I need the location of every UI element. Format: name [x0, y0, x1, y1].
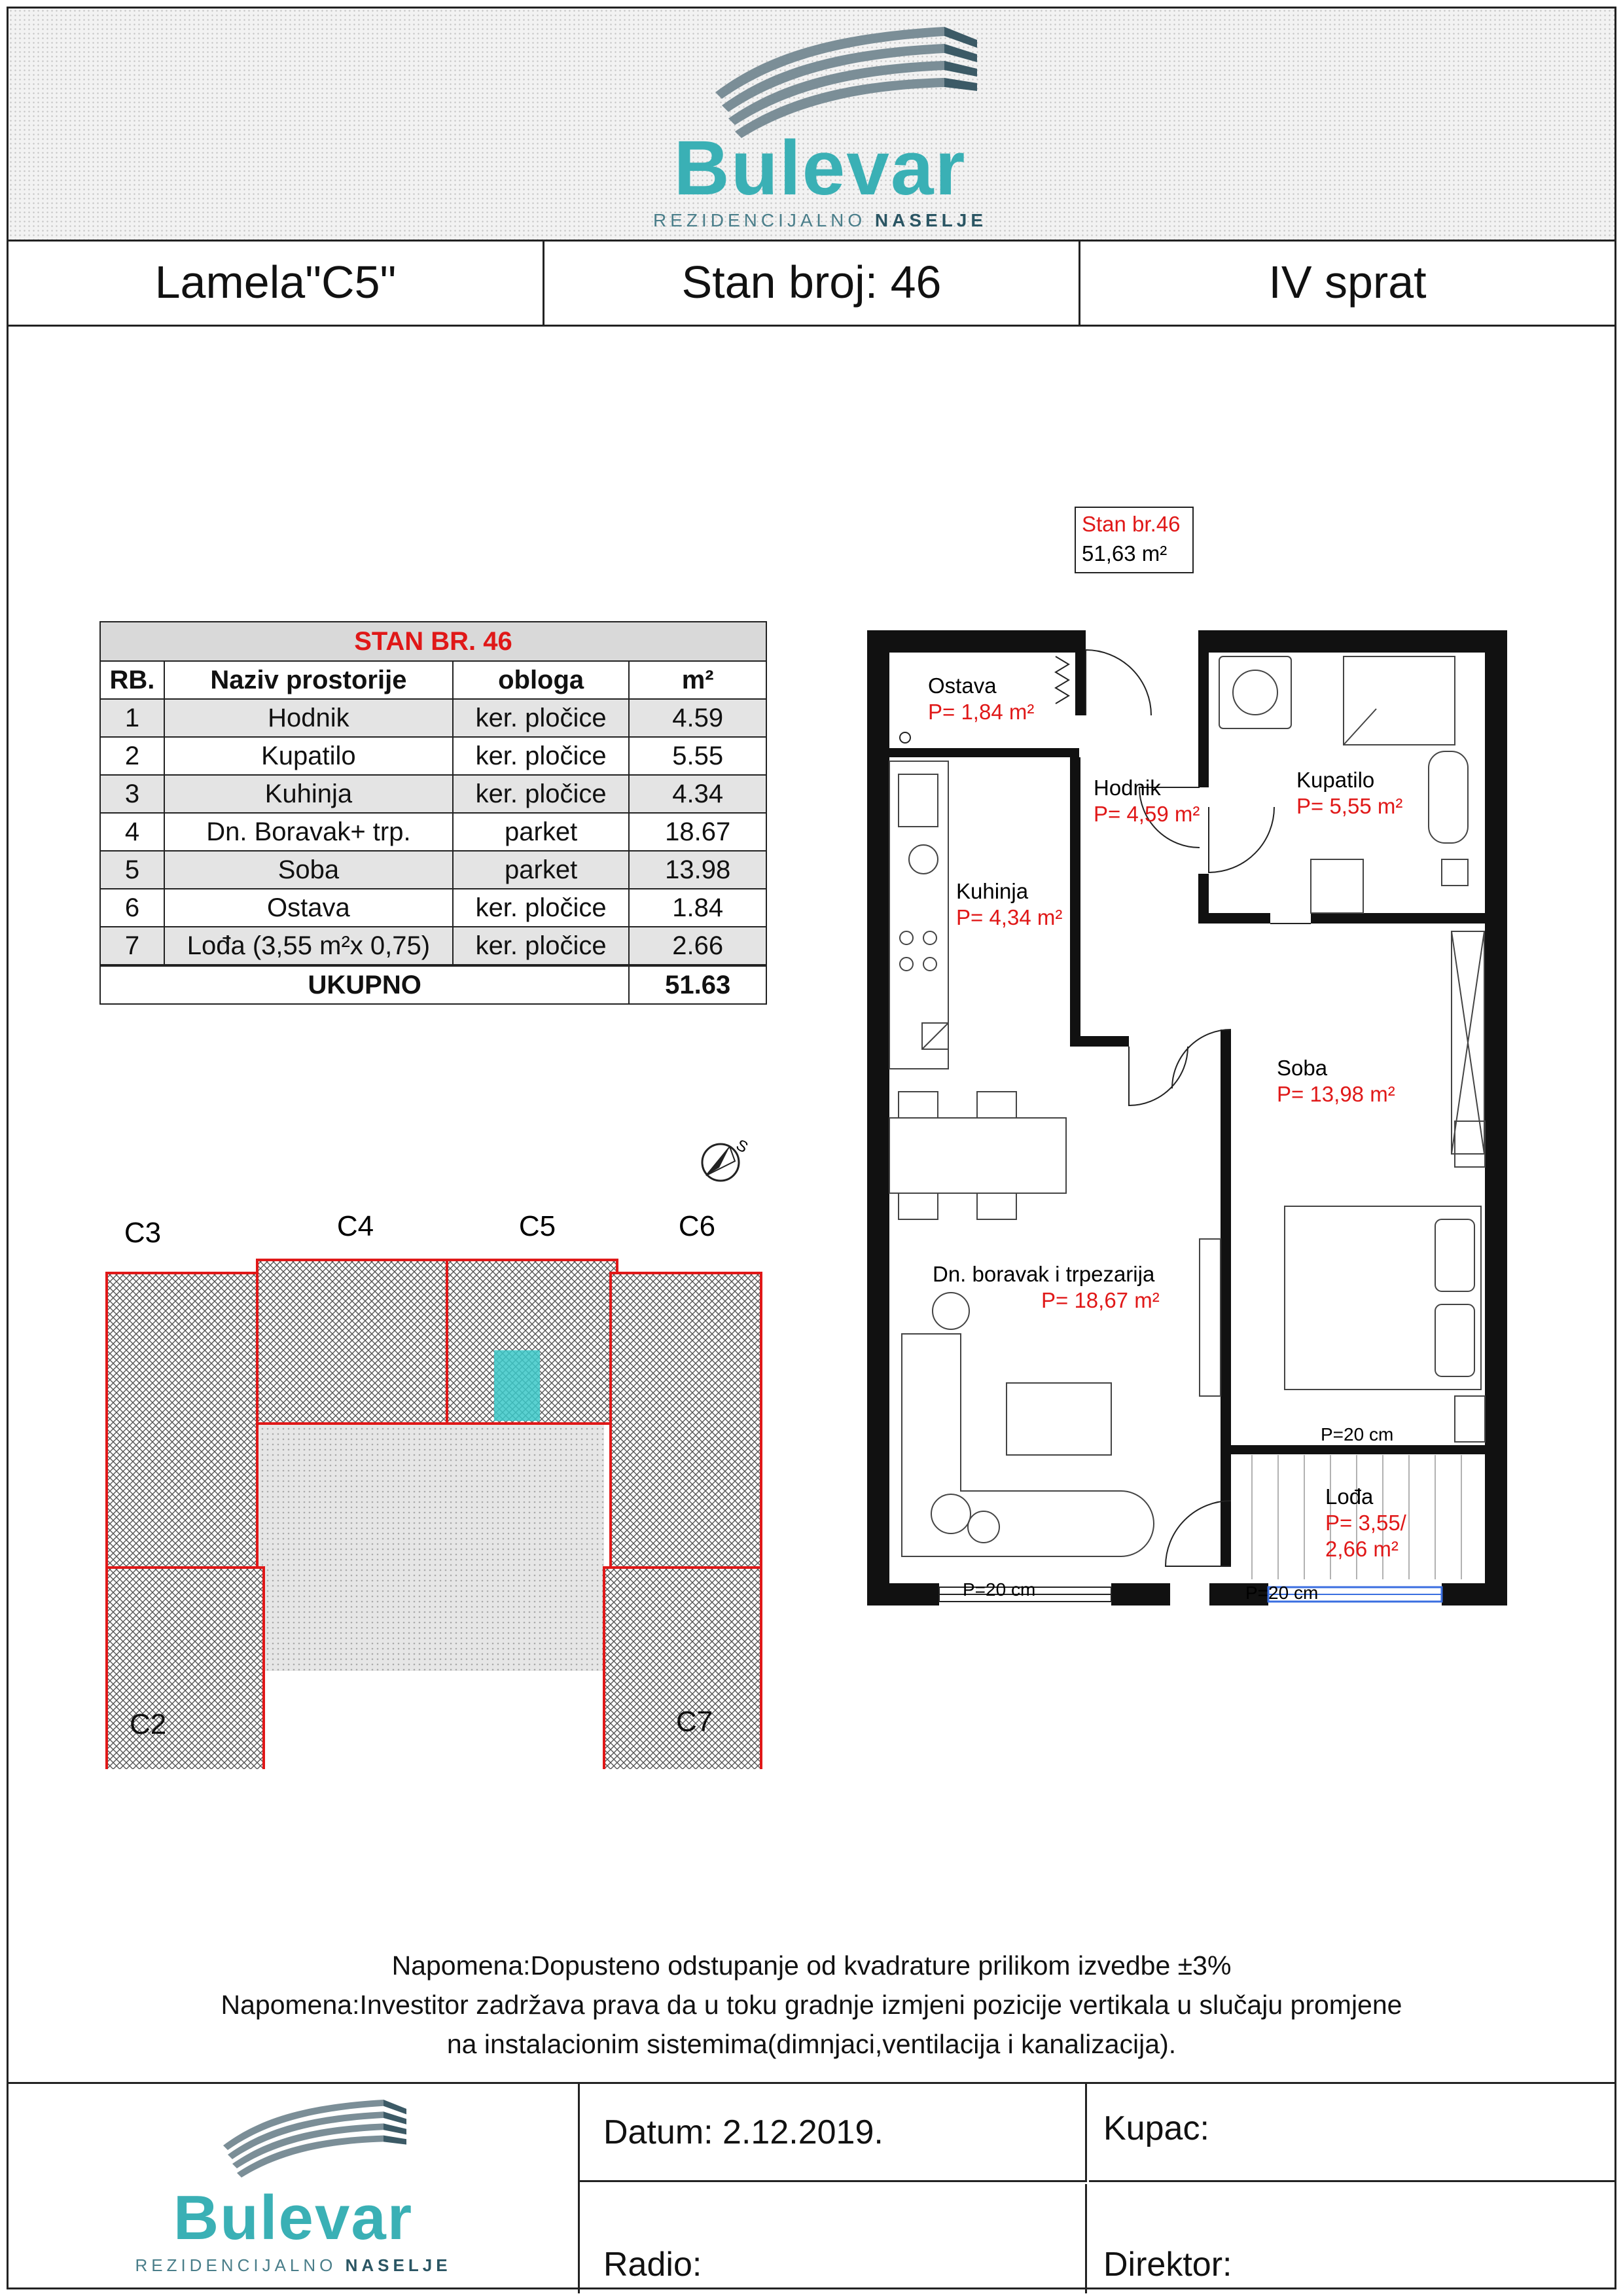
- room-name-ostava: Ostava: [928, 673, 997, 698]
- table-cell: 4.34: [629, 775, 766, 813]
- key-plan: [9, 1102, 768, 1769]
- room-name-kupatilo: Kupatilo: [1296, 768, 1375, 792]
- room-name-loda: Lođa: [1325, 1484, 1374, 1509]
- compass-icon: [702, 1136, 751, 1181]
- table-cell: Ostava: [164, 889, 453, 927]
- table-total-row: [100, 965, 766, 1004]
- table-cell: 1: [100, 699, 164, 737]
- room-table: [99, 621, 767, 1005]
- table-cell: ker. pločice: [453, 699, 629, 737]
- total-label: UKUPNO: [100, 965, 629, 1004]
- note-line: Napomena:Investitor zadržava prava da u toku gradnje izmjeni pozicije vertikala u slučaju promjene: [221, 1990, 1402, 2020]
- table-caption: STAN BR. 46: [100, 622, 766, 661]
- footer: [9, 2082, 1614, 2293]
- table-cell: 4.59: [629, 699, 766, 737]
- table-row: [100, 851, 766, 889]
- table-row: [100, 737, 766, 775]
- table-cell: 18.67: [629, 813, 766, 851]
- note-line: Napomena:Dopusteno odstupanje od kvadrature prilikom izvedbe ±3%: [391, 1950, 1232, 1981]
- table-cell: 13.98: [629, 851, 766, 889]
- table-cell: 7: [100, 927, 164, 965]
- table-cell: Kuhinja: [164, 775, 453, 813]
- table-cell: 6: [100, 889, 164, 927]
- date-field: Datum: 2.12.2019.: [580, 2084, 1087, 2182]
- room-area-hodnik: P= 4,59 m²: [1094, 802, 1200, 826]
- room-area-loda-2: 2,66 m²: [1325, 1537, 1399, 1561]
- header-band: [9, 9, 1614, 242]
- table-row: [100, 927, 766, 965]
- table-cell: 3: [100, 775, 164, 813]
- apartment-area: 51,63 m²: [1082, 541, 1168, 565]
- table-header: RB.: [100, 661, 164, 699]
- table-header: m²: [629, 661, 766, 699]
- parapet-loda: P=20 cm: [1245, 1583, 1319, 1603]
- director-field: Direktor:: [1103, 2246, 1232, 2284]
- highlighted-apartment: [494, 1350, 540, 1421]
- room-name-soba: Soba: [1277, 1056, 1328, 1080]
- keyplan-label-c5: C5: [518, 1210, 556, 1242]
- room-area-ostava: P= 1,84 m²: [928, 700, 1035, 724]
- table-cell: parket: [453, 851, 629, 889]
- compass-letter: S: [733, 1136, 751, 1157]
- table-cell: parket: [453, 813, 629, 851]
- room-area-boravak: P= 18,67 m²: [1041, 1288, 1160, 1312]
- room-area-kupatilo: P= 5,55 m²: [1296, 794, 1403, 818]
- keyplan-label-c4: C4: [336, 1210, 374, 1242]
- parapet-boravak: P=20 cm: [963, 1579, 1036, 1600]
- footer-brand-subtitle-bold: NASELJE: [345, 2255, 452, 2275]
- footer-brand-name: Bulevar: [173, 2183, 414, 2253]
- prepared-by-field: Radio:: [580, 2184, 1087, 2293]
- table-cell: ker. pločice: [453, 889, 629, 927]
- table-row: [100, 699, 766, 737]
- keyplan-label-c2: C2: [130, 1708, 167, 1740]
- lamela-title: Lamela"C5": [154, 257, 397, 308]
- table-cell: ker. pločice: [453, 737, 629, 775]
- table-cell: ker. pločice: [453, 927, 629, 965]
- table-cell: Hodnik: [164, 699, 453, 737]
- table-header: obloga: [453, 661, 629, 699]
- furniture: [889, 656, 1485, 1556]
- building-logo-icon: [166, 2090, 427, 2182]
- table-cell: Lođa (3,55 m²x 0,75): [164, 927, 453, 965]
- room-name-hodnik: Hodnik: [1094, 776, 1161, 800]
- table-cell: 2: [100, 737, 164, 775]
- table-cell: 1.84: [629, 889, 766, 927]
- table-cell: ker. pločice: [453, 775, 629, 813]
- room-name-boravak: Dn. boravak i trpezarija: [933, 1262, 1155, 1286]
- table-cell: 2.66: [629, 927, 766, 965]
- keyplan-label-c6: C6: [678, 1210, 716, 1242]
- table-row: [100, 813, 766, 851]
- table-row: [100, 775, 766, 813]
- room-area-loda-1: P= 3,55/: [1325, 1511, 1406, 1535]
- apartment-number-title: Stan broj: 46: [543, 240, 1079, 325]
- plan-sheet: [7, 7, 1616, 2289]
- table-cell: 5.55: [629, 737, 766, 775]
- signature-grid: [580, 2084, 1614, 2293]
- note-line: na instalacionim sistemima(dimnjaci,ventilacija i kanalizacija).: [446, 2029, 1177, 2059]
- table-cell: 5: [100, 851, 164, 889]
- brand-subtitle-light: REZIDENCIJALNO: [652, 210, 866, 230]
- table-header: Naziv prostorije: [164, 661, 453, 699]
- room-area-kuhinja: P= 4,34 m²: [956, 905, 1063, 929]
- brand-name: Bulevar: [673, 125, 967, 211]
- courtyard: [257, 1422, 604, 1671]
- table-row: [100, 889, 766, 927]
- parapet-soba: P=20 cm: [1321, 1424, 1394, 1444]
- footer-brand-subtitle: [9, 2255, 578, 2276]
- table-cell: Soba: [164, 851, 453, 889]
- floor-title: IV sprat: [1079, 240, 1614, 325]
- room-name-kuhinja: Kuhinja: [956, 879, 1029, 903]
- apartment-label: Stan br.46: [1082, 512, 1181, 536]
- header-logo: [637, 14, 1003, 236]
- notes: [9, 1946, 1614, 2064]
- keyplan-label-c7: C7: [676, 1706, 713, 1738]
- title-row: [9, 240, 1614, 327]
- footer-brand-subtitle-light: REZIDENCIJALNO: [135, 2255, 337, 2275]
- brand-subtitle: [637, 210, 1003, 231]
- table-cell: Dn. Boravak+ trp.: [164, 813, 453, 851]
- table-cell: 4: [100, 813, 164, 851]
- table-cell: Kupatilo: [164, 737, 453, 775]
- buyer-field: Kupac:: [1089, 2084, 1614, 2182]
- brand-subtitle-bold: NASELJE: [874, 210, 988, 230]
- room-area-soba: P= 13,98 m²: [1277, 1082, 1395, 1106]
- floor-plan: [853, 493, 1520, 1638]
- footer-logo: [9, 2084, 580, 2293]
- keyplan-label-c3: C3: [124, 1217, 162, 1249]
- total-value: 51.63: [629, 965, 766, 1004]
